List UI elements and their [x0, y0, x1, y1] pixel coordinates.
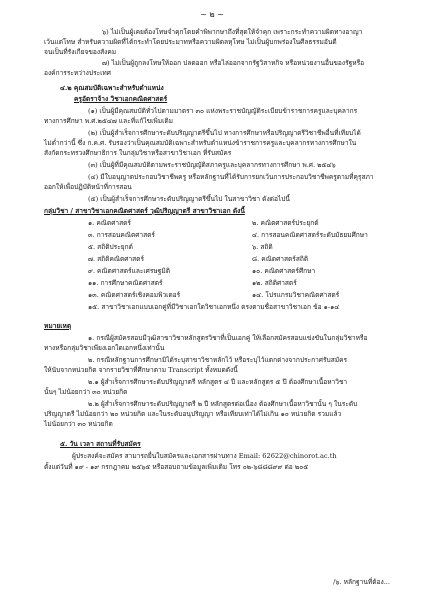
section-5-heading: ๕. วัน เวลา สถานที่รับสมัคร	[60, 440, 141, 448]
note-line: ๒.๒ ผู้สำเร็จการศึกษาระดับปริญญาตรี ๒ ปี หลักสูตรต่อเนื่อง ต้องศึกษาเนื้อหาวิชานั้น ๆ ในระดับ	[88, 400, 358, 408]
note-line: ปริญญาตรี ไม่น้อยกว่า ๒๐ หน่วยกิต และในระดับอนุปริญญา หรือเทียบเท่าได้ไม่เกิน ๑๐ หน่วยกิต รวมแล้ว	[44, 410, 342, 418]
intro-line-4: ๗) ไม่เป็นผู้ถูกลงโทษให้ออก ปลดออก หรือไล่ออกจากรัฐวิสาหกิจ หรือหน่วยงานอื่นของรัฐหรือ	[102, 59, 365, 67]
qualification-line-5: สังกัดกระทรวงศึกษาธิการ ในกลุ่มวิชาหรือสาขาวิชาเอก ที่รับสมัคร	[44, 149, 232, 157]
major-item: ๗. สถิติคณิตศาสตร์	[88, 255, 144, 263]
notes-heading: หมายเหตุ	[44, 322, 72, 330]
qualification-line-4: ไม่ต่ำกว่านี้ ซึ่ง ก.ค.ศ. รับรองว่าเป็นคุณสมบัติเฉพาะสำหรับตำแหน่งข้าราชการครูและบุคลากรทางการศึกษาใน	[44, 139, 357, 147]
note-line: ให้นับจากหน่วยกิต จากรายวิชาที่ศึกษาตาม Transcript ทั้งหมดดังนี้	[44, 366, 238, 374]
major-item: ๒. คณิตศาสตร์ประยุกต์	[252, 219, 319, 227]
note-line: ทางหรือกลุ่มวิชาเพียงเอกใดเอกหนึ่งเท่านั้น	[44, 344, 165, 352]
major-item: ๕. สถิติประยุกต์	[88, 243, 133, 251]
continuation-footer: /๖. หลักฐานที่ต้อง...	[333, 578, 390, 586]
major-item: ๑๕. สาขาวิชาเอกแบบเอกคู่ที่มีวิชาเอกใดวิชาเอกหนึ่ง ตรงตามชื่อสาขาวิชาเอก ข้อ ๑-๑๔	[88, 303, 340, 311]
major-item: ๘. คณิตศาสตร์สถิติ	[252, 255, 309, 263]
major-item: ๑๑. การศึกษาคณิตศาสตร์	[88, 279, 163, 287]
major-item: ๑๔. โปรแกรมวิชาคณิตศาสตร์	[252, 291, 340, 299]
major-item: ๑๓. คณิตศาสตร์เชิงคอมพิวเตอร์	[88, 291, 181, 299]
qualification-line-6: (๓) เป็นผู้ที่มีคุณสมบัติตามพระราชบัญญัติสภาครูและบุคลากรทางการศึกษา พ.ศ. ๒๕๔๖	[88, 161, 336, 169]
note-line: ๒. กรณีหลักฐานการศึกษามิได้ระบุสาขาวิชาหลักไว้ หรือระบุไว้แตกต่างจากประกาศรับสมัคร	[88, 356, 348, 364]
application-line-1: ผู้ประสงค์จะสมัคร สามารถยื่นใบสมัครและเอกสารผ่านทาง Email: 62622@chinorot.ac.th	[72, 452, 337, 460]
qualification-line-7: (๔) มีใบอนุญาตประกอบวิชาชีพครู หรือหลักฐานที่ได้รับการยกเว้นการประกอบวิชาชีพครูตามที่คุรุสภา	[88, 173, 374, 181]
intro-line-2: เว้นแต่โทษ สำหรับความผิดที่ได้กระทำโดยประมาทหรือความผิดลหุโทษ ไม่เป็นผู้บกพร่องในศีลธรรมอันดี	[44, 38, 337, 46]
note-line: ๒.๑ ผู้สำเร็จการศึกษาระดับปริญญาตรี หลักสูตร ๔ ปี และหลักสูตร ๕ ปี ต้องศึกษาเนื้อหาวิชา	[88, 378, 348, 386]
position-subheading: ครูอัตราจ้าง วิชาเอกคณิตศาสตร์	[74, 95, 168, 103]
section-4-2-heading: ๔.๒ คุณสมบัติเฉพาะสำหรับตำแหน่ง	[60, 84, 164, 92]
qualification-line-3: (๒) เป็นผู้สำเร็จการศึกษาระดับปริญญาตรีขึ้นไป ทางการศึกษาหรือปริญญาตรีวิชาชีพอื่นที่เทียบได้	[88, 129, 361, 137]
note-line: นั้นๆ ไม่น้อยกว่า ๓๐ หน่วยกิต	[44, 388, 128, 396]
major-item: ๔. การสอนคณิตศาสตร์ระดับมัธยมศึกษา	[252, 231, 368, 239]
qualification-line-1: (๑) เป็นผู้มีคุณสมบัติทั่วไปตามมาตรา ๓๐ แห่งพระราชบัญญัติระเบียบข้าราชการครูและบุคลากร	[88, 107, 358, 115]
major-group-heading: กลุ่มวิชา / สาขาวิชาเอกคณิตศาสตร์ วุฒิปริญญาตรี สาขาวิชาเอก ดังนี้	[44, 207, 245, 215]
page-number: ~ ๒ ~	[200, 10, 224, 19]
major-item: ๖. สถิติ	[252, 243, 273, 251]
major-item: ๓. การสอนคณิตศาสตร์	[88, 231, 155, 239]
qualification-line-2: ทางการศึกษา พ.ศ.๒๕๔๗ และที่แก้ไขเพิ่มเติม	[44, 117, 174, 125]
intro-line-1: ๖) ไม่เป็นผู้เคยต้องโทษจำคุกโดยคำพิพากษาถึงที่สุดให้จำคุก เพราะกระทำความผิดทางอาญา	[102, 28, 363, 36]
qualification-line-8: ออกให้เพื่อปฏิบัติหน้าที่การสอน	[44, 183, 132, 191]
major-item: ๑๒. สถิติศาสตร์	[252, 279, 297, 287]
major-item: ๑๐. คณิตศาสตร์ศึกษา	[252, 267, 316, 275]
intro-line-3: จนเป็นที่รังเกียจของสังคม	[44, 48, 117, 56]
intro-line-5: องค์การระหว่างประเทศ	[44, 69, 111, 77]
application-line-2: ตั้งแต่วันที่ ๑๙ - ๑๙ กรกฎาคม ๒๕๖๕ หรือสอบถามข้อมูลเพิ่มเติม โทร ๐๒-๖๘๘๘๙๙ ต่อ ๒๐๕	[44, 463, 309, 471]
note-line: ๑. กรณีผู้สมัครสอบมีวุฒิสาขาวิชาหลักสูตรวิชาที่เป็นเอกคู่ ให้เลือกสมัครสอบแข่งขันในกลุ่มวิชาหรือ	[88, 334, 368, 342]
note-line: ไม่น้อยกว่า ๓๐ หน่วยกิต	[44, 420, 113, 428]
major-item: ๑. คณิตศาสตร์	[88, 219, 131, 227]
qualification-line-9: (๕) เป็นผู้สำเร็จการศึกษาระดับปริญญาตรีขึ้นไป ในสาขาวิชา ดังต่อไปนี้	[88, 195, 290, 203]
major-item: ๙. คณิตศาสตร์และเศรษฐมิติ	[88, 267, 170, 275]
